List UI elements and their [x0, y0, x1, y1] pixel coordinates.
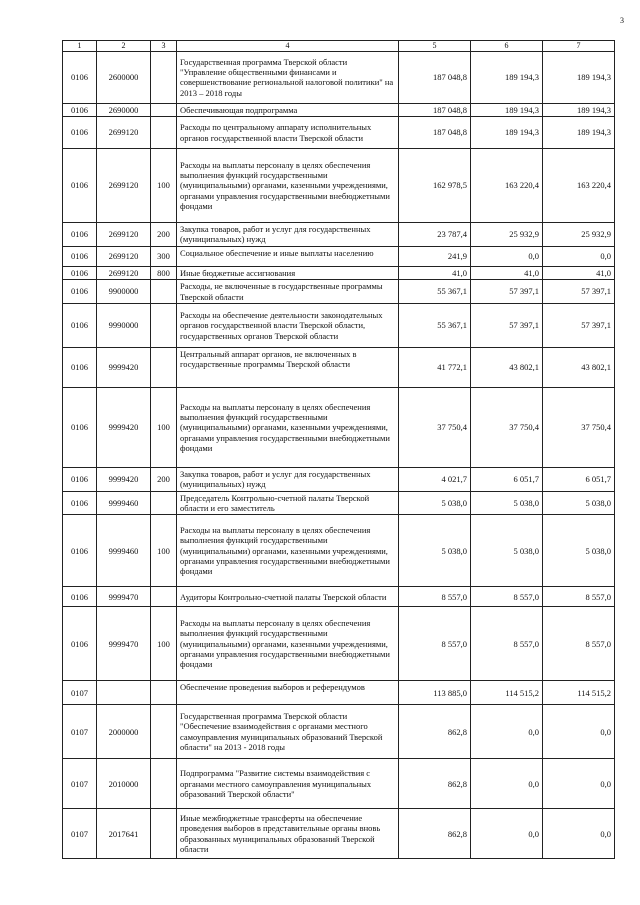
target-code: 9999460 — [97, 491, 151, 515]
expense-type-code — [151, 705, 177, 759]
amount-year-1: 113 885,0 — [399, 681, 471, 705]
amount-year-2: 5 038,0 — [471, 515, 543, 587]
amount-year-3: 189 194,3 — [543, 117, 615, 149]
amount-year-3: 57 397,1 — [543, 280, 615, 304]
section-code: 0106 — [63, 117, 97, 149]
amount-year-1: 8 557,0 — [399, 607, 471, 681]
target-code: 9999420 — [97, 347, 151, 387]
table-row — [63, 705, 615, 759]
amount-year-3: 163 220,4 — [543, 149, 615, 223]
amount-year-1: 4 021,7 — [399, 467, 471, 491]
section-code: 0106 — [63, 515, 97, 587]
table-row — [63, 280, 615, 304]
amount-year-1: 187 048,8 — [399, 117, 471, 149]
amount-year-1: 41 772,1 — [399, 347, 471, 387]
table-row — [63, 587, 615, 607]
table-row — [63, 681, 615, 705]
row-description: Расходы, не включенные в государственные программы Тверской области — [177, 280, 399, 304]
section-code: 0106 — [63, 347, 97, 387]
amount-year-1: 8 557,0 — [399, 587, 471, 607]
target-code: 9999470 — [97, 607, 151, 681]
row-description: Иные межбюджетные трансферты на обеспечение проведения выборов в представительные органы вновь образованных муниципальных образований Тверской области — [177, 809, 399, 859]
amount-year-2: 0,0 — [471, 759, 543, 809]
table-body — [63, 51, 615, 859]
section-code: 0106 — [63, 387, 97, 467]
amount-year-3: 8 557,0 — [543, 607, 615, 681]
table-row — [63, 759, 615, 809]
table-row — [63, 491, 615, 515]
table-row — [63, 387, 615, 467]
expense-type-code — [151, 103, 177, 116]
table-row — [63, 51, 615, 103]
expense-type-code: 200 — [151, 467, 177, 491]
amount-year-3: 0,0 — [543, 246, 615, 266]
amount-year-2: 0,0 — [471, 705, 543, 759]
amount-year-2: 37 750,4 — [471, 387, 543, 467]
amount-year-2: 5 038,0 — [471, 491, 543, 515]
section-code: 0107 — [63, 705, 97, 759]
section-code: 0106 — [63, 280, 97, 304]
amount-year-1: 23 787,4 — [399, 223, 471, 247]
amount-year-3: 0,0 — [543, 809, 615, 859]
row-description: Председатель Контрольно-счетной палаты Тверской области и его заместитель — [177, 491, 399, 515]
amount-year-2: 57 397,1 — [471, 280, 543, 304]
table-row — [63, 467, 615, 491]
row-description: Аудиторы Контрольно-счетной палаты Тверской области — [177, 587, 399, 607]
row-description: Расходы по центральному аппарату исполнительных органов государственной власти Тверской области — [177, 117, 399, 149]
target-code: 2699120 — [97, 266, 151, 279]
expense-type-code: 100 — [151, 515, 177, 587]
amount-year-3: 41,0 — [543, 266, 615, 279]
row-description: Центральный аппарат органов, не включенных в государственные программы Тверской области — [177, 347, 399, 387]
target-code: 9900000 — [97, 280, 151, 304]
amount-year-1: 37 750,4 — [399, 387, 471, 467]
target-code: 2000000 — [97, 705, 151, 759]
expense-type-code: 800 — [151, 266, 177, 279]
section-code: 0106 — [63, 491, 97, 515]
column-header: 4 — [177, 41, 399, 52]
section-code: 0106 — [63, 149, 97, 223]
table-row — [63, 607, 615, 681]
amount-year-2: 0,0 — [471, 809, 543, 859]
amount-year-3: 8 557,0 — [543, 587, 615, 607]
target-code: 9999420 — [97, 387, 151, 467]
section-code: 0106 — [63, 607, 97, 681]
amount-year-3: 37 750,4 — [543, 387, 615, 467]
section-code: 0106 — [63, 103, 97, 116]
row-description: Государственная программа Тверской области "Управление общественными финансами и совершенствование региональной налоговой политики" на 2013 – 2018 годы — [177, 51, 399, 103]
row-description: Расходы на выплаты персоналу в целях обеспечения выполнения функций государственными (муниципальными) органами, казенными учреждениями, органами управления государственными внебюджетными фондами — [177, 607, 399, 681]
expense-type-code — [151, 587, 177, 607]
expense-type-code — [151, 347, 177, 387]
target-code: 2690000 — [97, 103, 151, 116]
amount-year-2: 189 194,3 — [471, 103, 543, 116]
amount-year-2: 43 802,1 — [471, 347, 543, 387]
budget-table — [62, 40, 615, 859]
amount-year-1: 241,9 — [399, 246, 471, 266]
amount-year-2: 57 397,1 — [471, 303, 543, 347]
table-row — [63, 515, 615, 587]
amount-year-2: 25 932,9 — [471, 223, 543, 247]
row-description: Расходы на выплаты персоналу в целях обеспечения выполнения функций государственными (муниципальными) органами, казенными учреждениями, органами управления государственными внебюджетными фондами — [177, 387, 399, 467]
amount-year-3: 114 515,2 — [543, 681, 615, 705]
table-row — [63, 347, 615, 387]
table-row — [63, 149, 615, 223]
amount-year-3: 6 051,7 — [543, 467, 615, 491]
amount-year-2: 114 515,2 — [471, 681, 543, 705]
amount-year-1: 187 048,8 — [399, 103, 471, 116]
target-code: 9999470 — [97, 587, 151, 607]
amount-year-1: 5 038,0 — [399, 491, 471, 515]
amount-year-1: 862,8 — [399, 759, 471, 809]
amount-year-3: 5 038,0 — [543, 515, 615, 587]
column-header: 5 — [399, 41, 471, 52]
target-code: 2017641 — [97, 809, 151, 859]
amount-year-2: 189 194,3 — [471, 117, 543, 149]
amount-year-3: 43 802,1 — [543, 347, 615, 387]
row-description: Обеспечение проведения выборов и референдумов — [177, 681, 399, 705]
amount-year-1: 55 367,1 — [399, 303, 471, 347]
section-code: 0106 — [63, 587, 97, 607]
table-row — [63, 266, 615, 279]
expense-type-code: 100 — [151, 387, 177, 467]
amount-year-3: 0,0 — [543, 759, 615, 809]
amount-year-1: 862,8 — [399, 809, 471, 859]
amount-year-3: 25 932,9 — [543, 223, 615, 247]
row-description: Расходы на выплаты персоналу в целях обеспечения выполнения функций государственными (муниципальными) органами, казенными учреждениями, органами управления государственными внебюджетными фондами — [177, 515, 399, 587]
table-row — [63, 303, 615, 347]
amount-year-2: 8 557,0 — [471, 587, 543, 607]
row-description: Закупка товаров, работ и услуг для государственных (муниципальных) нужд — [177, 223, 399, 247]
amount-year-2: 8 557,0 — [471, 607, 543, 681]
target-code: 2699120 — [97, 117, 151, 149]
row-description: Государственная программа Тверской области "Обеспечение взаимодействия с органами местного самоуправления муниципальных образований Тверской области" на 2013 - 2018 годы — [177, 705, 399, 759]
target-code: 9999460 — [97, 515, 151, 587]
amount-year-1: 41,0 — [399, 266, 471, 279]
expense-type-code — [151, 280, 177, 304]
amount-year-3: 0,0 — [543, 705, 615, 759]
row-description: Закупка товаров, работ и услуг для государственных (муниципальных) нужд — [177, 467, 399, 491]
expense-type-code: 200 — [151, 223, 177, 247]
expense-type-code: 100 — [151, 149, 177, 223]
target-code: 9999420 — [97, 467, 151, 491]
column-header: 2 — [97, 41, 151, 52]
section-code: 0106 — [63, 266, 97, 279]
column-header: 7 — [543, 41, 615, 52]
section-code: 0107 — [63, 681, 97, 705]
row-description: Расходы на выплаты персоналу в целях обеспечения выполнения функций государственными (муниципальными) органами, казенными учреждениями, органами управления государственными внебюджетными фондами — [177, 149, 399, 223]
table-row — [63, 246, 615, 266]
amount-year-3: 5 038,0 — [543, 491, 615, 515]
section-code: 0107 — [63, 759, 97, 809]
expense-type-code: 300 — [151, 246, 177, 266]
section-code: 0106 — [63, 223, 97, 247]
row-description: Социальное обеспечение и иные выплаты населению — [177, 246, 399, 266]
target-code: 2699120 — [97, 246, 151, 266]
amount-year-1: 187 048,8 — [399, 51, 471, 103]
amount-year-2: 0,0 — [471, 246, 543, 266]
table-row — [63, 223, 615, 247]
section-code: 0106 — [63, 467, 97, 491]
amount-year-2: 189 194,3 — [471, 51, 543, 103]
amount-year-2: 6 051,7 — [471, 467, 543, 491]
section-code: 0106 — [63, 246, 97, 266]
expense-type-code — [151, 681, 177, 705]
row-description: Расходы на обеспечение деятельности законодательных органов государственной власти Тверской области, государственных органов Тверской области — [177, 303, 399, 347]
amount-year-3: 57 397,1 — [543, 303, 615, 347]
amount-year-1: 5 038,0 — [399, 515, 471, 587]
expense-type-code: 100 — [151, 607, 177, 681]
amount-year-2: 41,0 — [471, 266, 543, 279]
amount-year-2: 163 220,4 — [471, 149, 543, 223]
section-code: 0107 — [63, 809, 97, 859]
row-description: Обеспечивающая подпрограмма — [177, 103, 399, 116]
table-row — [63, 103, 615, 116]
amount-year-3: 189 194,3 — [543, 103, 615, 116]
target-code: 2010000 — [97, 759, 151, 809]
expense-type-code — [151, 809, 177, 859]
row-description: Иные бюджетные ассигнования — [177, 266, 399, 279]
target-code: 2699120 — [97, 149, 151, 223]
header-row — [63, 41, 615, 52]
target-code — [97, 681, 151, 705]
target-code: 9990000 — [97, 303, 151, 347]
target-code: 2699120 — [97, 223, 151, 247]
expense-type-code — [151, 51, 177, 103]
page-number: 3 — [620, 16, 624, 25]
column-header: 6 — [471, 41, 543, 52]
expense-type-code — [151, 303, 177, 347]
target-code: 2600000 — [97, 51, 151, 103]
amount-year-1: 162 978,5 — [399, 149, 471, 223]
expense-type-code — [151, 117, 177, 149]
table-row — [63, 809, 615, 859]
column-header: 1 — [63, 41, 97, 52]
section-code: 0106 — [63, 51, 97, 103]
amount-year-1: 55 367,1 — [399, 280, 471, 304]
section-code: 0106 — [63, 303, 97, 347]
expense-type-code — [151, 491, 177, 515]
table-row — [63, 117, 615, 149]
column-header: 3 — [151, 41, 177, 52]
expense-type-code — [151, 759, 177, 809]
row-description: Подпрограмма "Развитие системы взаимодействия с органами местного самоуправления муниципальных образований Тверской области" — [177, 759, 399, 809]
amount-year-1: 862,8 — [399, 705, 471, 759]
amount-year-3: 189 194,3 — [543, 51, 615, 103]
